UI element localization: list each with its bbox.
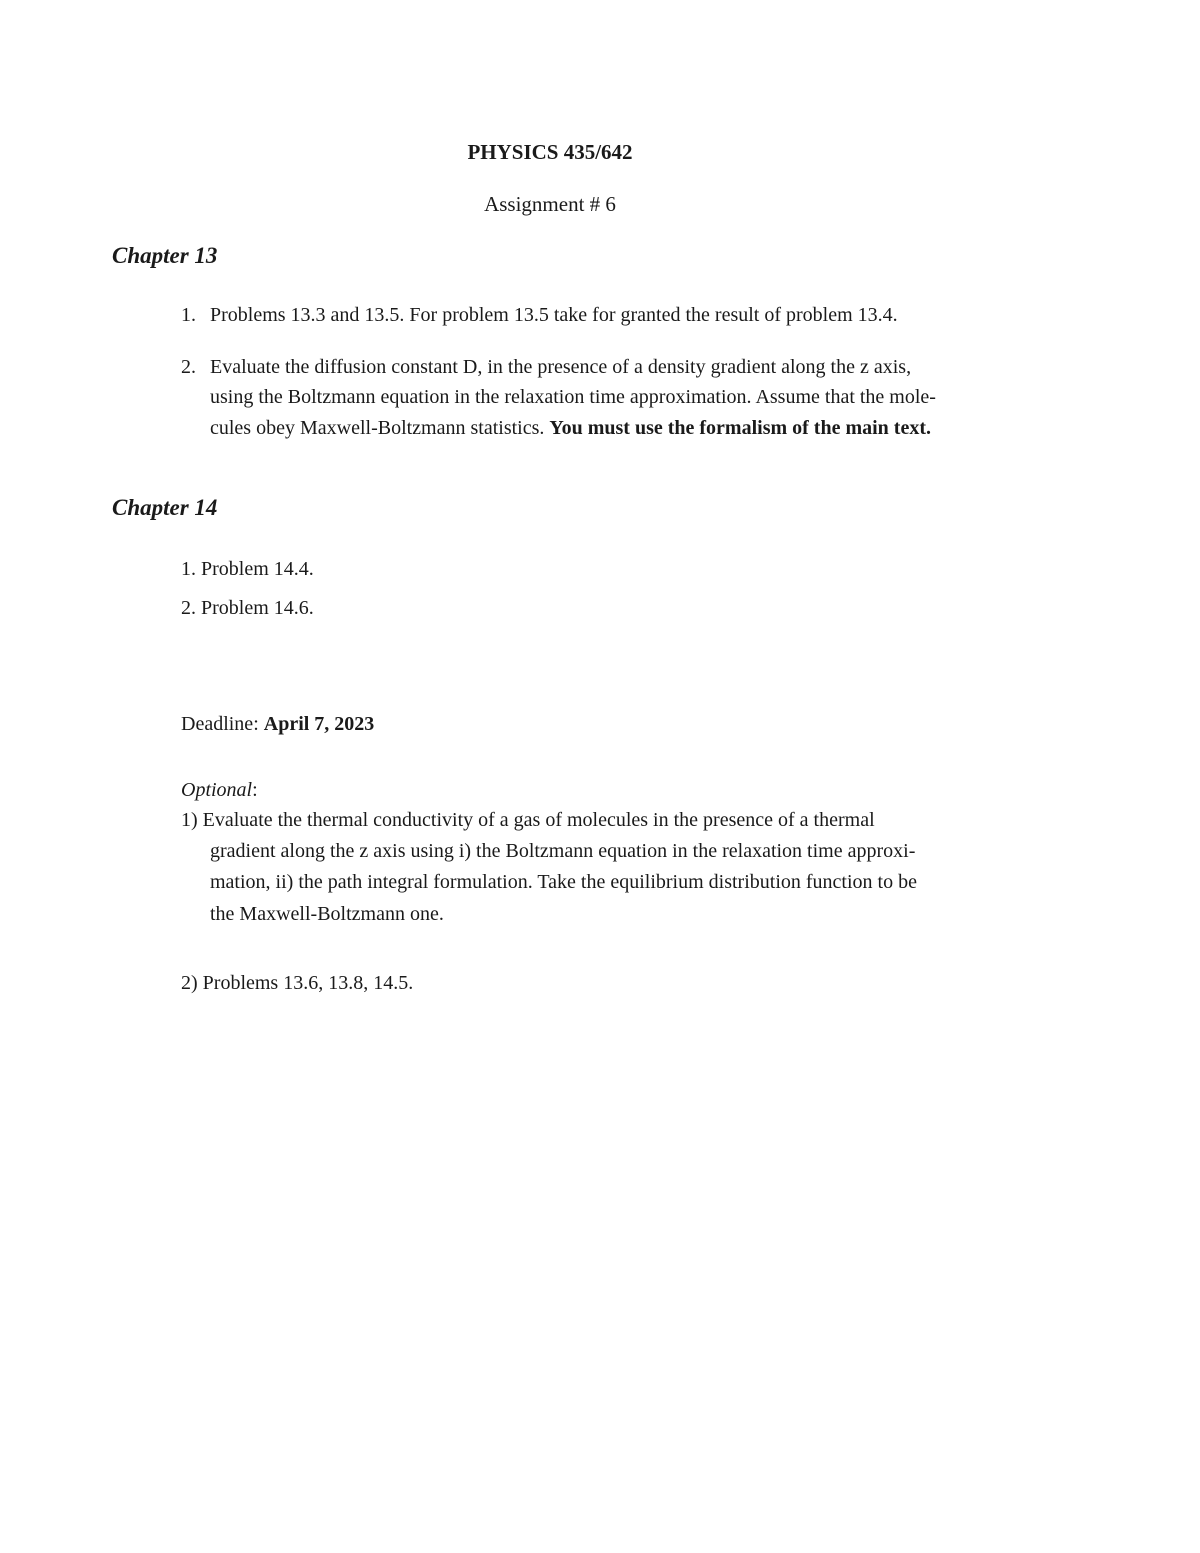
chapter-14-heading: Chapter 14 <box>112 495 218 520</box>
optional-item1-line2: gradient along the z axis using i) the Boltzmann equation in the relaxation time approxi- <box>210 840 916 862</box>
optional-item2: 2) Problems 13.6, 13.8, 14.5. <box>181 972 414 994</box>
deadline-date: April 7, 2023 <box>263 713 375 735</box>
assignment-number: Assignment # 6 <box>484 192 616 216</box>
optional-colon: : <box>252 779 258 801</box>
ch13-item2-line1: Evaluate the diffusion constant D, in the presence of a density gradient along the z axis, <box>210 356 912 378</box>
ch14-item2: 2. Problem 14.6. <box>181 597 314 619</box>
deadline <box>181 713 374 736</box>
deadline-label: Deadline: <box>181 713 264 735</box>
ch13-item1-text: Problems 13.3 and 13.5. For problem 13.5 take for granted the result of problem 13.4. <box>210 304 898 326</box>
ch13-item2-emphasis: You must use the formalism of the main text. <box>549 417 932 439</box>
optional-item1-line3: mation, ii) the path integral formulation. Take the equilibrium distribution function to be <box>210 871 917 893</box>
optional-item1-line4: the Maxwell-Boltzmann one. <box>210 903 444 925</box>
ch13-item1-number: 1. <box>181 304 196 326</box>
ch13-item2-line2: using the Boltzmann equation in the relaxation time approximation. Assume that the mole- <box>210 386 936 408</box>
ch13-item2-number: 2. <box>181 356 196 378</box>
optional-item1-line1: 1) Evaluate the thermal conductivity of a gas of molecules in the presence of a thermal <box>181 809 875 831</box>
ch13-item2-line3 <box>210 417 931 440</box>
optional-label: Optional <box>181 779 253 801</box>
chapter-13-heading: Chapter 13 <box>112 243 218 268</box>
course-title: PHYSICS 435/642 <box>467 140 633 164</box>
optional-heading <box>181 779 258 802</box>
ch13-item2-line3-plain: cules obey Maxwell-Boltzmann statistics. <box>210 417 550 439</box>
ch14-item1: 1. Problem 14.4. <box>181 558 314 580</box>
